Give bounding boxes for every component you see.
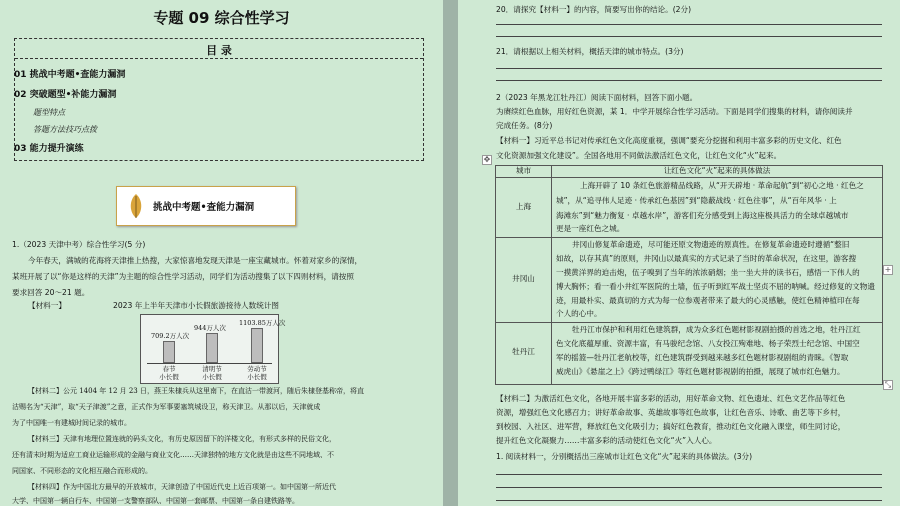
chart-category-label: 小长假 (159, 373, 179, 381)
answer-line[interactable] (496, 500, 882, 501)
toc-item-1[interactable]: 01 挑战中考题•查能力漏洞 (14, 70, 126, 80)
question-2-header: 2（2023 年黑龙江牡丹江）阅读下面材料，回答下面小题。 (496, 93, 698, 102)
right-page (458, 0, 900, 506)
add-row-icon[interactable]: + (884, 265, 892, 274)
chart-bar (206, 333, 218, 363)
chart-category-label: 春节 (162, 365, 176, 373)
banner-text: 挑战中考题•查能力漏洞 (153, 202, 255, 213)
answer-line[interactable] (496, 68, 882, 69)
table-city-cell: 上海 (515, 202, 532, 211)
table-method-line: 个人的心中。 (556, 309, 602, 318)
section-banner (116, 186, 296, 226)
chart-data-label: 944万人次 (194, 324, 226, 332)
table-method-line: 一摸黄洋界的迫击炮，伍子嗅到了当年的浓浓硝烟；坐一坐大井的读书石，感悟一下伟人的 (556, 268, 860, 277)
answer-line[interactable] (496, 80, 882, 81)
intro-line: 要求回答 20～21 题。 (12, 288, 90, 297)
table-method-line: 如故，以存其真”的原则，井冈山以最真实的方式记录了当时的革命状况，在这里，游客搜 (556, 254, 857, 263)
question-1b: 1. 阅读材料一，分别概括出三座城市让红色文化“火”起来的具体做法。(3分) (496, 452, 753, 461)
table-method-line: 迹，用最朴实、最真切的方式为每一位参观者带来了最大的心灵感触，使红色精神植印在每 (556, 296, 860, 305)
answer-line[interactable] (496, 36, 882, 37)
material-4-line: 大学、中国第一辆自行车、中国第一支警察部队、中国第一套邮票、中国第一条自建铁路等。 (12, 497, 299, 505)
question-2-intro: 完成任务。(8分) (496, 121, 553, 130)
toc-box (14, 38, 424, 161)
toc-subitem-2[interactable]: 答题方法技巧点拨 (33, 125, 97, 134)
chart-category-label: 小长假 (202, 373, 222, 381)
material-1-text: 【材料一】习近平总书记对传承红色文化高度重视，强调“要充分挖掘和利用丰富多彩的历史文化、红色 (496, 136, 842, 145)
page-title: 专题 09 综合性学习 (153, 9, 290, 27)
table-method-line: 牡丹江市保护和利用红色建筑群，成为众多红色题材影视剧拍摄的首选之地，牡丹江红 (572, 325, 861, 334)
table-method-line: 色文化底蕴厚重、资源丰富，有马骏纪念馆、八女投江殉难地、杨子荣烈士纪念馆、中国空 (556, 339, 860, 348)
chart-category-label: 小长假 (247, 373, 267, 381)
question-2-intro: 为赓续红色血脉，用好红色资源，某 1．中学开展综合性学习活动。下面是同学们搜集的材料，请你阅读并 (496, 107, 853, 116)
material-3-line: 还有清末时期为适应工商业运输形成的金融与商业文化……天津独特的地方文化就是由这些不同地域、不 (12, 451, 334, 459)
table-col-divider (551, 166, 552, 384)
practice-table (495, 165, 883, 385)
chart-frame (140, 314, 286, 384)
material-1-text: 文化资源加强文化建设”。全国各地用不同做法激活红色文化，让红色文化“火”起来。 (496, 151, 782, 160)
table-method-line: 博大胸怀；看一看小井红军医院的土墙，伍子听到红军战士坚贞不屈的呐喊。经过修复的文物遗 (556, 282, 875, 291)
table-method-line: 井冈山修复革命遗迹，尽可能还原文物遗迹的原真性。在修复革命遗迹时遵循“整旧 (572, 240, 850, 249)
material-4-line: 【材料四】作为中国北方最早的开放城市，天津创造了中国近代史上近百项第一。如中国第一所近代 (28, 483, 336, 491)
toc-subitem-1[interactable]: 题型特点 (33, 108, 65, 117)
chart-data-label: 709.2万人次 (151, 332, 190, 340)
table-method-line: 军的摇篮—牡丹江老航校等，红色建筑群受到越来越多红色题材影视剧组的青睐。《智取 (556, 353, 849, 362)
table-city-cell: 牡丹江 (512, 347, 535, 356)
chart-baseline (147, 363, 272, 364)
table-header-city: 城市 (515, 166, 532, 175)
leaf-icon (125, 192, 147, 220)
question-1-header: 1.（2023 天津中考）综合性学习(5 分) (12, 240, 146, 249)
table-city-cell: 井冈山 (512, 274, 535, 283)
table-method-line: 城”，从“追寻伟人足迹 · 传承红色基因”到“隐蔽战线 · 红色往事”，从“百年风华 · 上 (556, 196, 837, 205)
question-21: 21．请根据以上相关材料，概括天津的城市特点。(3分) (496, 47, 684, 56)
table-method-line: 威虎山》《悬崖之上》《跨过鸭绿江》等红色题材影视剧的拍摄，展现了城市红色魅力。 (556, 367, 845, 376)
toc-item-3[interactable]: 03 能力提升演练 (14, 144, 84, 154)
table-resize-icon[interactable]: ⤡ (884, 380, 892, 389)
material-3-line: 【材料三】天津有地理位置连就的码头文化，有历史原因留下的洋楼文化，有形式多样的民俗文化， (28, 435, 336, 443)
table-move-handle[interactable]: ✥ (483, 155, 491, 164)
material-1-label: 【材料一】 (28, 301, 66, 310)
table-method-line: 上海开辟了 10 条红色旅游精品线路，从“开天辟地 · 革命起航”到“初心之地 · 红色之 (580, 181, 864, 190)
material-2-text: 资源，增强红色文化感召力；讲好革命故事、英雄故事等红色故事，让红色音乐、诗歌、曲艺等下乡村， (496, 408, 846, 417)
table-method-line: 更是一座红色之城。 (556, 224, 625, 233)
chart-bar (251, 328, 263, 363)
toc-divider (15, 58, 423, 59)
material-2-text: 【材料二】为激活红色文化，各地开展丰富多彩的活动，用好革命文物、红色遗址、红色文艺作品等红色 (496, 394, 846, 403)
answer-line[interactable] (496, 24, 882, 25)
material-2-line: 为了中国唯一有建城时间记录的城市。 (12, 419, 131, 427)
left-page (0, 0, 443, 506)
answer-line[interactable] (496, 487, 882, 488)
material-2-line: 【材料二】公元 1404 年 12 月 23 日，燕王朱棣兵从这里南下，在直沽一带渡河，随后朱棣登基称帝，将直 (28, 387, 364, 395)
toc-item-2[interactable]: 02 突破题型•补能力漏洞 (14, 90, 117, 100)
chart-title: 2023 年上半年天津市小长假旅游接待人数统计图 (113, 301, 280, 310)
answer-line[interactable] (496, 474, 882, 475)
chart-data-label: 1103.85万人次 (239, 319, 286, 327)
material-2-text: 到校园、入社区、进军营，释放红色文化吸引力；搞好红色教育，推动红色文化融入课堂，师生同讨论， (496, 422, 846, 431)
intro-line: 今年春天，满城的花海将天津推上热搜，大家惊喜地发现天津是一座宝藏城市。怀着对家乡的深情， (28, 256, 363, 265)
chart-bar (163, 341, 175, 363)
chart-plot-area (151, 319, 286, 381)
chart-category-label: 清明节 (202, 365, 222, 373)
material-2-line: 沽赐名为“天津”，取“天子津渡”之意，正式作为军事要塞筑城设卫，称天津卫。从那以后，天津就成 (12, 403, 321, 411)
intro-line: 某班开展了以“你是这样的天津”为主题的综合性学习活动，同学们为活动搜集了以下四则材料，请按照 (12, 272, 354, 281)
chart-category-label: 劳动节 (247, 365, 267, 373)
table-method-line: 海滩东”到“魅力衡复 · 卓越水岸”，游客们充分感受到上海这座极具活力的全球卓越城市 (556, 211, 849, 220)
material-3-line: 同国家、不同形态的文化相互融合而形成的。 (12, 467, 152, 475)
toc-heading: 目 录 (206, 44, 232, 57)
material-2-text: 提升红色文化凝聚力……丰富多彩的活动使红色文化“火”入人心。 (496, 436, 717, 445)
question-20: 20．请探究【材料一】的内容，简要写出你的结论。(2分) (496, 5, 692, 14)
table-header-method: 让红色文化“火”起来的具体做法 (663, 166, 771, 175)
